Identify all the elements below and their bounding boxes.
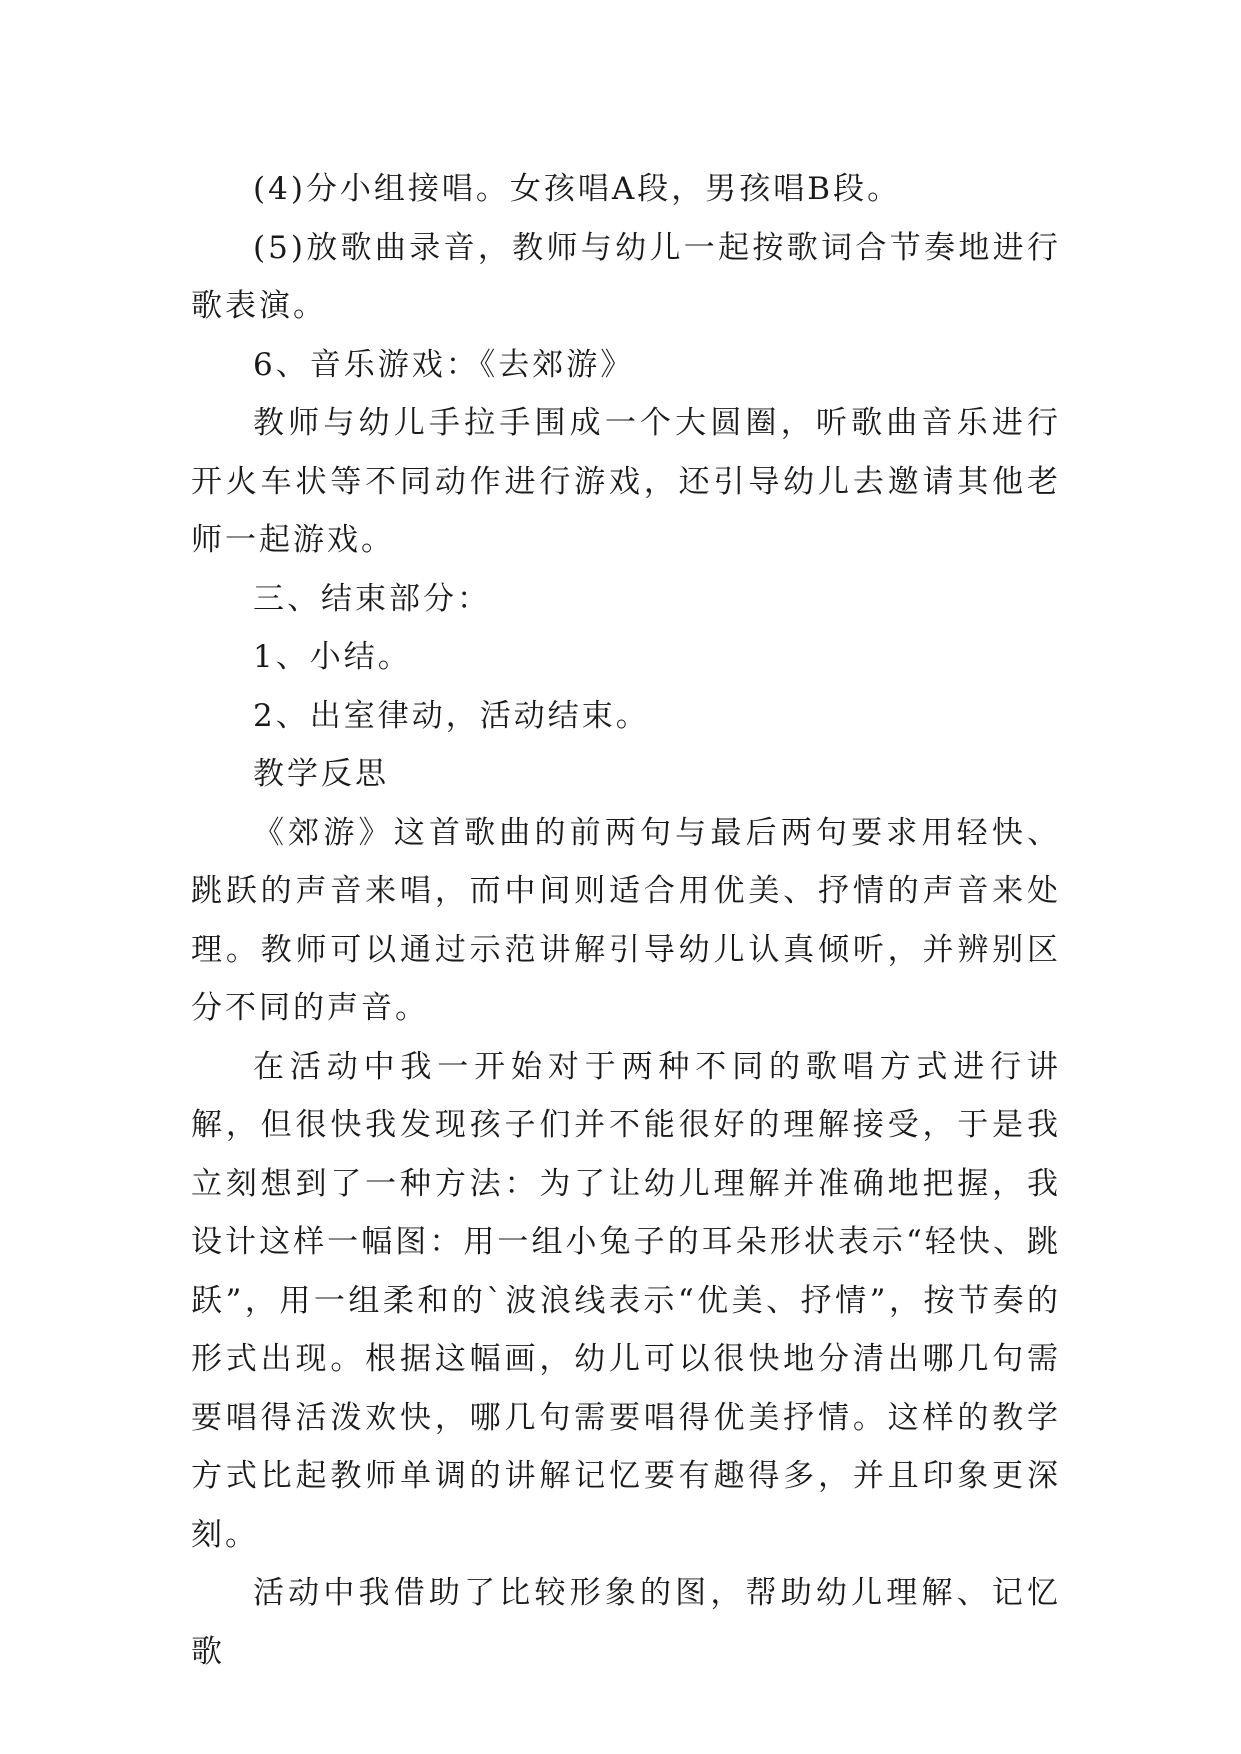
paragraph-summary: 1、小结。 [253, 639, 412, 675]
paragraph-reflection-method: 在活动中我一开始对于两种不同的歌唱方式进行讲解，但很快我发现孩子们并不能很好的理解接受，于是我立刻想到了一种方法：为了让幼儿理解并准确地把握，我设计这样一幅图：用一组小兔子的耳朵形状表示“轻快、跳跃”，用一组柔和的`波浪线表示“优美、抒情”，按节奏的形式出现。根据这幅画，幼儿可以很快地分清出哪几句需要唱得活泼欢快，哪几句需要唱得优美抒情。这样的教学方式比起教师单调的讲解记忆要有趣得多，并且印象更深刻。 [191, 1048, 1061, 1553]
paragraph-exit-rhythm: 2、出室律动，活动结束。 [253, 697, 650, 734]
section-heading-reflection: 教学反思 [253, 756, 389, 792]
paragraph-group-sing: (4)分小组接唱。女孩唱A段，男孩唱B段。 [253, 171, 902, 207]
paragraph-reflection-song: 《郊游》这首歌曲的前两句与最后两句要求用轻快、跳跃的声音来唱，而中间则适合用优美、抒情的声音来处理。教师可以通过示范讲解引导幼儿认真倾听，并辨别区分不同的声音。 [191, 814, 1061, 1026]
paragraph-song-performance: (5)放歌曲录音，教师与幼儿一起按歌词合节奏地进行歌表演。 [191, 229, 1061, 324]
section-heading-ending: 三、结束部分： [253, 580, 491, 617]
document-body [191, 160, 1061, 1681]
paragraph-music-game: 教师与幼儿手拉手围成一个大圆圈，听歌曲音乐进行开火车状等不同动作进行游戏，还引导幼儿去邀请其他老师一起游戏。 [191, 405, 1061, 558]
paragraph-music-game-heading: 6、音乐游戏：《去郊游》 [253, 346, 635, 383]
paragraph-reflection-closing: 活动中我借助了比较形象的图，帮助幼儿理解、记忆歌 [191, 1575, 1061, 1670]
